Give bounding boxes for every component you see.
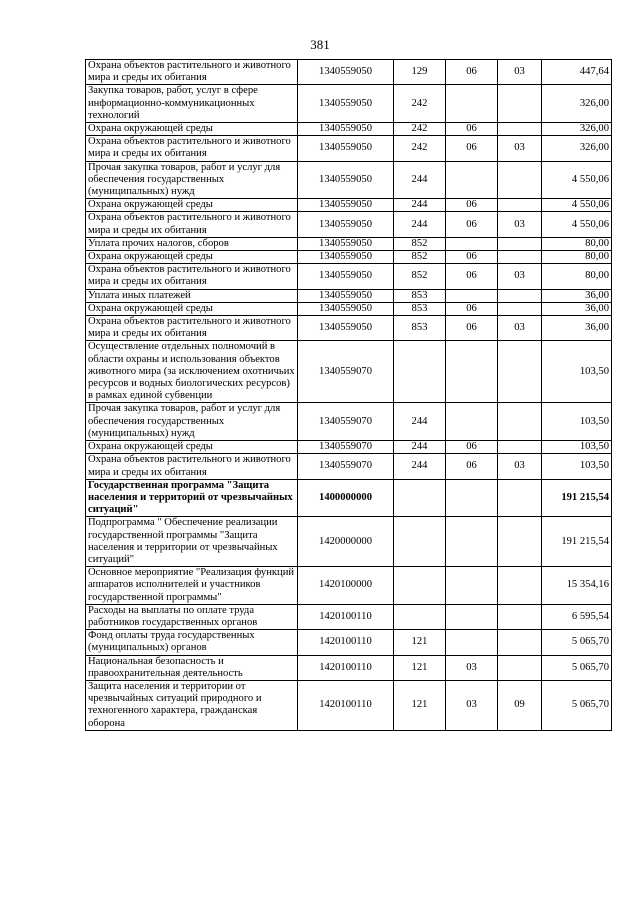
expense-type-cell <box>394 479 446 517</box>
table-row <box>86 655 612 680</box>
row-name-cell: Прочая закупка товаров, работ и услуг для обеспечения государственных (муниципальных) нужд <box>86 403 298 441</box>
subsection-cell <box>498 237 542 250</box>
amount-cell: 4 550,06 <box>542 161 612 199</box>
section-cell: 06 <box>446 264 498 289</box>
table-row <box>86 161 612 199</box>
section-cell <box>446 85 498 123</box>
subsection-cell <box>498 85 542 123</box>
subsection-cell <box>498 251 542 264</box>
table-row <box>86 403 612 441</box>
row-name-cell: Уплата прочих налогов, сборов <box>86 237 298 250</box>
amount-cell: 36,00 <box>542 289 612 302</box>
amount-cell: 103,50 <box>542 454 612 479</box>
table-row <box>86 316 612 341</box>
expense-type-cell: 242 <box>394 123 446 136</box>
expense-type-cell: 244 <box>394 403 446 441</box>
table-row <box>86 85 612 123</box>
subsection-cell: 09 <box>498 680 542 730</box>
table-row <box>86 199 612 212</box>
target-article-code-cell: 1340559050 <box>298 302 394 315</box>
table-row <box>86 441 612 454</box>
table-row <box>86 680 612 730</box>
expense-type-cell: 244 <box>394 161 446 199</box>
expense-type-cell: 244 <box>394 199 446 212</box>
page-number: 381 <box>310 37 330 52</box>
expense-type-cell: 852 <box>394 237 446 250</box>
row-name-cell: Охрана объектов растительного и животного мира и среды их обитания <box>86 264 298 289</box>
row-name-cell: Защита населения и территории от чрезвычайных ситуаций природного и техногенного характера, гражданская оборона <box>86 680 298 730</box>
expense-type-cell <box>394 341 446 403</box>
target-article-code-cell: 1400000000 <box>298 479 394 517</box>
target-article-code-cell: 1420100110 <box>298 630 394 655</box>
amount-cell: 191 215,54 <box>542 517 612 567</box>
amount-cell: 80,00 <box>542 251 612 264</box>
expense-type-cell: 242 <box>394 85 446 123</box>
expense-type-cell: 121 <box>394 680 446 730</box>
section-cell: 06 <box>446 212 498 237</box>
section-cell <box>446 289 498 302</box>
target-article-code-cell: 1420100110 <box>298 604 394 629</box>
table-row <box>86 60 612 85</box>
row-name-cell: Прочая закупка товаров, работ и услуг для обеспечения государственных (муниципальных) нужд <box>86 161 298 199</box>
row-name-cell: Охрана объектов растительного и животного мира и среды их обитания <box>86 454 298 479</box>
target-article-code-cell: 1340559050 <box>298 161 394 199</box>
target-article-code-cell: 1340559070 <box>298 403 394 441</box>
table-row <box>86 479 612 517</box>
table-row <box>86 567 612 605</box>
amount-cell: 5 065,70 <box>542 680 612 730</box>
subsection-cell: 03 <box>498 264 542 289</box>
section-cell: 06 <box>446 136 498 161</box>
expense-type-cell <box>394 567 446 605</box>
row-name-cell: Охрана объектов растительного и животного мира и среды их обитания <box>86 136 298 161</box>
amount-cell: 103,50 <box>542 403 612 441</box>
section-cell <box>446 341 498 403</box>
target-article-code-cell: 1420100000 <box>298 567 394 605</box>
expense-type-cell: 244 <box>394 454 446 479</box>
row-name-cell: Уплата иных платежей <box>86 289 298 302</box>
subsection-cell <box>498 604 542 629</box>
target-article-code-cell: 1340559050 <box>298 60 394 85</box>
expense-type-cell: 853 <box>394 302 446 315</box>
amount-cell: 5 065,70 <box>542 630 612 655</box>
target-article-code-cell: 1420100110 <box>298 680 394 730</box>
row-name-cell: Охрана окружающей среды <box>86 199 298 212</box>
table-row <box>86 630 612 655</box>
section-cell <box>446 403 498 441</box>
row-name-cell: Охрана окружающей среды <box>86 302 298 315</box>
subsection-cell <box>498 655 542 680</box>
subsection-cell: 03 <box>498 60 542 85</box>
target-article-code-cell: 1340559050 <box>298 264 394 289</box>
amount-cell: 191 215,54 <box>542 479 612 517</box>
expense-type-cell: 853 <box>394 289 446 302</box>
target-article-code-cell: 1340559050 <box>298 123 394 136</box>
subsection-cell: 03 <box>498 136 542 161</box>
target-article-code-cell: 1340559050 <box>298 85 394 123</box>
amount-cell: 80,00 <box>542 264 612 289</box>
expense-type-cell <box>394 604 446 629</box>
subsection-cell <box>498 289 542 302</box>
row-name-cell: Охрана окружающей среды <box>86 251 298 264</box>
section-cell: 03 <box>446 680 498 730</box>
target-article-code-cell: 1340559070 <box>298 454 394 479</box>
target-article-code-cell: 1420100110 <box>298 655 394 680</box>
target-article-code-cell: 1340559050 <box>298 316 394 341</box>
amount-cell: 36,00 <box>542 316 612 341</box>
target-article-code-cell: 1340559050 <box>298 237 394 250</box>
section-cell <box>446 567 498 605</box>
table-row <box>86 123 612 136</box>
amount-cell: 4 550,06 <box>542 199 612 212</box>
section-cell: 06 <box>446 454 498 479</box>
amount-cell: 4 550,06 <box>542 212 612 237</box>
expense-type-cell: 852 <box>394 264 446 289</box>
table-row <box>86 454 612 479</box>
row-name-cell: Расходы на выплаты по оплате труда работников государственных органов <box>86 604 298 629</box>
subsection-cell <box>498 341 542 403</box>
subsection-cell: 03 <box>498 212 542 237</box>
table-row <box>86 212 612 237</box>
row-name-cell: Охрана окружающей среды <box>86 123 298 136</box>
expense-type-cell: 244 <box>394 441 446 454</box>
section-cell: 06 <box>446 123 498 136</box>
section-cell: 06 <box>446 199 498 212</box>
amount-cell: 6 595,54 <box>542 604 612 629</box>
target-article-code-cell: 1340559070 <box>298 341 394 403</box>
amount-cell: 326,00 <box>542 123 612 136</box>
target-article-code-cell: 1340559050 <box>298 212 394 237</box>
section-cell <box>446 479 498 517</box>
target-article-code-cell: 1340559050 <box>298 136 394 161</box>
table-row <box>86 251 612 264</box>
section-cell: 03 <box>446 655 498 680</box>
subsection-cell <box>498 517 542 567</box>
subsection-cell: 03 <box>498 454 542 479</box>
table-row <box>86 341 612 403</box>
subsection-cell <box>498 630 542 655</box>
expense-type-cell: 852 <box>394 251 446 264</box>
section-cell: 06 <box>446 441 498 454</box>
table-row <box>86 136 612 161</box>
subsection-cell <box>498 403 542 441</box>
budget-table <box>85 59 612 731</box>
row-name-cell: Фонд оплаты труда государственных (муниципальных) органов <box>86 630 298 655</box>
target-article-code-cell: 1340559050 <box>298 289 394 302</box>
row-name-cell: Национальная безопасность и правоохранительная деятельность <box>86 655 298 680</box>
row-name-cell: Государственная программа "Защита населения и территорий от чрезвычайных ситуаций" <box>86 479 298 517</box>
section-cell <box>446 237 498 250</box>
row-name-cell: Подпрограмма " Обеспечение реализации государственной программы "Защита населения и территории от чрезвычайных ситуаций" <box>86 517 298 567</box>
table-row <box>86 604 612 629</box>
target-article-code-cell: 1340559070 <box>298 441 394 454</box>
subsection-cell <box>498 123 542 136</box>
subsection-cell <box>498 199 542 212</box>
row-name-cell: Охрана объектов растительного и животного мира и среды их обитания <box>86 212 298 237</box>
subsection-cell <box>498 479 542 517</box>
amount-cell: 103,50 <box>542 341 612 403</box>
row-name-cell: Охрана объектов растительного и животного мира и среды их обитания <box>86 316 298 341</box>
row-name-cell: Закупка товаров, работ, услуг в сфере информационно-коммуникационных технологий <box>86 85 298 123</box>
subsection-cell: 03 <box>498 316 542 341</box>
amount-cell: 447,64 <box>542 60 612 85</box>
subsection-cell <box>498 441 542 454</box>
subsection-cell <box>498 302 542 315</box>
table-row <box>86 237 612 250</box>
section-cell <box>446 517 498 567</box>
row-name-cell: Основное мероприятие "Реализация функций аппаратов исполнителей и участников государственной программы" <box>86 567 298 605</box>
expense-type-cell: 244 <box>394 212 446 237</box>
budget-table-body <box>86 60 612 731</box>
expense-type-cell: 121 <box>394 630 446 655</box>
expense-type-cell: 853 <box>394 316 446 341</box>
row-name-cell: Охрана объектов растительного и животного мира и среды их обитания <box>86 60 298 85</box>
subsection-cell <box>498 161 542 199</box>
amount-cell: 103,50 <box>542 441 612 454</box>
table-row <box>86 264 612 289</box>
section-cell <box>446 630 498 655</box>
section-cell <box>446 604 498 629</box>
table-row <box>86 302 612 315</box>
table-row <box>86 289 612 302</box>
expense-type-cell: 129 <box>394 60 446 85</box>
amount-cell: 36,00 <box>542 302 612 315</box>
amount-cell: 326,00 <box>542 136 612 161</box>
amount-cell: 326,00 <box>542 85 612 123</box>
section-cell: 06 <box>446 302 498 315</box>
expense-type-cell <box>394 517 446 567</box>
section-cell: 06 <box>446 60 498 85</box>
target-article-code-cell: 1340559050 <box>298 251 394 264</box>
target-article-code-cell: 1340559050 <box>298 199 394 212</box>
row-name-cell: Охрана окружающей среды <box>86 441 298 454</box>
target-article-code-cell: 1420000000 <box>298 517 394 567</box>
amount-cell: 15 354,16 <box>542 567 612 605</box>
subsection-cell <box>498 567 542 605</box>
expense-type-cell: 121 <box>394 655 446 680</box>
row-name-cell: Осуществление отдельных полномочий в области охраны и использования объектов животного мира (за исключением охотничьих ресурсов и водных биологических ресурсов) в рамках единой субвенции <box>86 341 298 403</box>
expense-type-cell: 242 <box>394 136 446 161</box>
section-cell <box>446 161 498 199</box>
amount-cell: 5 065,70 <box>542 655 612 680</box>
amount-cell: 80,00 <box>542 237 612 250</box>
table-row <box>86 517 612 567</box>
section-cell: 06 <box>446 251 498 264</box>
section-cell: 06 <box>446 316 498 341</box>
